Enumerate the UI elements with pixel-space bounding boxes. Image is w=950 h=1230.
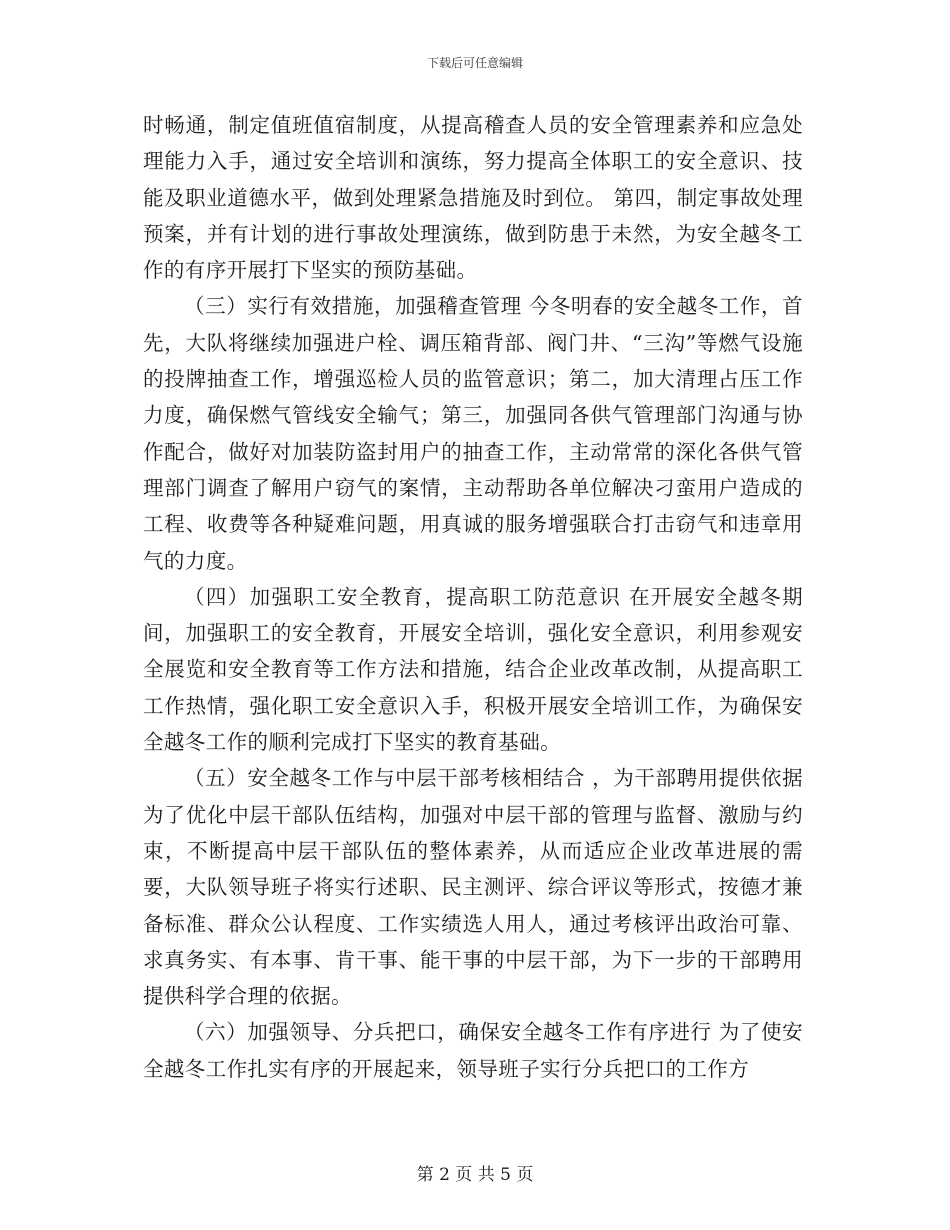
page-number-footer: 第 2 页 共 5 页 [416, 1165, 534, 1185]
paragraph-section-5: （五）安全越冬工作与中层干部考核相结合 ，为干部聘用提供依据 为了优化中层干部队伍结构，加强对中层干部的管理与监督、激励与约束，不断提高中层干部队伍的整体素养，从而适应企业改革进展的需要，大队领导班子将实行述职、民主测评、综合评议等形式，按德才兼备标准、群众公认程度、工作实绩选人用人，通过考核评出政治可靠、求真务实、有本事、肯干事、能干事的中层干部，为下一步的干部聘用提供科学合理的依据。 [143, 766, 803, 1009]
page-header-note: 下载后可任意编辑 [426, 56, 523, 70]
paragraph-section-6: （六）加强领导、分兵把口，确保安全越冬工作有序进行 为了使安全越冬工作扎实有序的开展起来，领导班子实行分兵把口的工作方 [143, 1020, 803, 1081]
paragraph-section-4: （四）加强职工安全教育，提高职工防范意识 在开展安全越冬期间，加强职工的安全教育，开展安全培训，强化安全意识，利用参观安全展览和安全教育等工作方法和措施，结合企业改革改制，从提高职工工作热情，强化职工安全意识入手，积极开展安全培训工作，为确保安全越冬工作的顺利完成打下坚实的教育基础。 [143, 584, 803, 755]
paragraph-continuation: 时畅通，制定值班值宿制度，从提高稽查人员的安全管理素养和应急处理能力入手，通过安全培训和演练，努力提高全体职工的安全意识、技能及职业道德水平，做到处理紧急措施及时到位。 第四，制定事故处理预案，并有计划的进行事故处理演练，做到防患于未然，为安全越冬工作的有序开展打下坚实的预防基础。 [143, 113, 803, 283]
document-body [143, 107, 803, 1087]
paragraph-section-3: （三）实行有效措施，加强稽查管理 今冬明春的安全越冬工作，首先，大队将继续加强进户栓、调压箱背部、阀门井、“三沟”等燃气设施的投牌抽查工作，增强巡检人员的监管意识；第二，加大清理占压工作力度，确保燃气管线安全输气；第三，加强同各供气管理部门沟通与协作配合，做好对加装防盗封用户的抽查工作，主动常常的深化各供气管理部门调查了解用户窃气的案情，主动帮助各单位解决刁蛮用户造成的工程、收费等各种疑难问题，用真诚的服务增强联合打击窃气和违章用气的力度。 [143, 294, 803, 573]
